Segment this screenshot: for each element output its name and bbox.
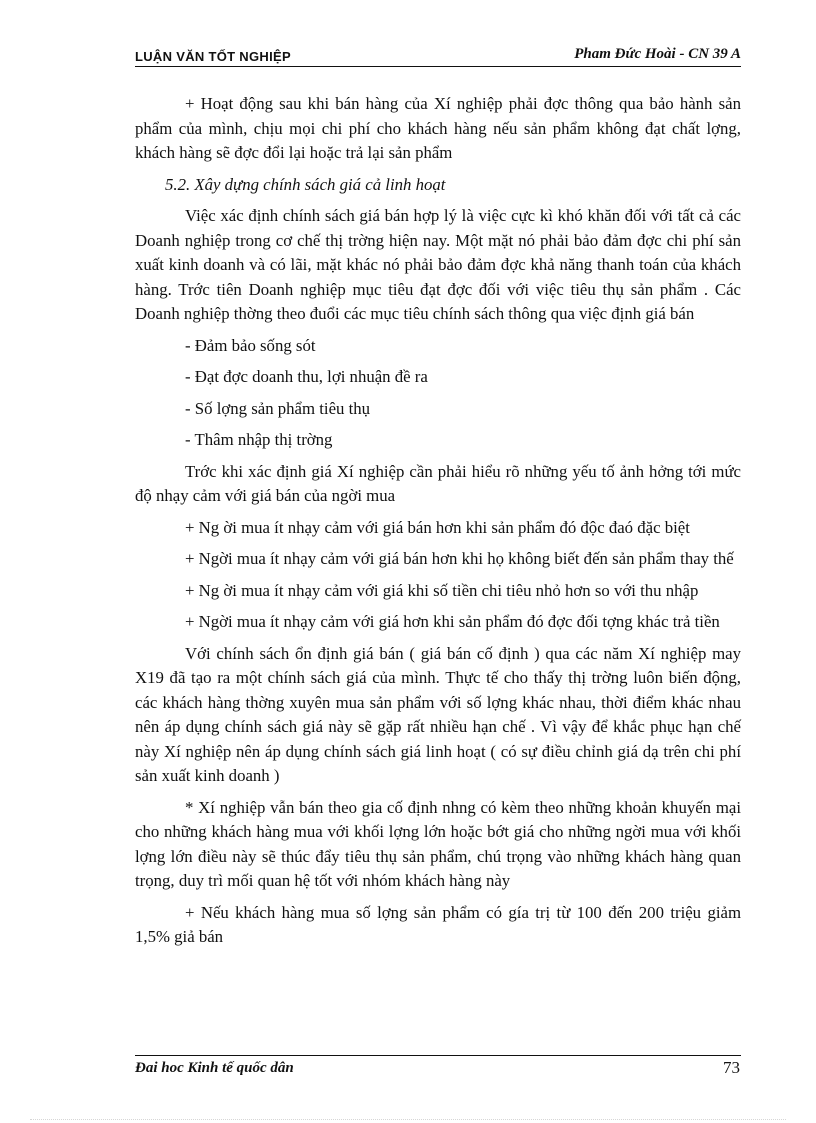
paragraph-discount-tier: + Nếu khách hàng mua số lợng sản phẩm có gía trị từ 100 đến 200 triệu giảm 1,5% giả bán <box>135 902 741 946</box>
university-label: Đai hoc Kinh tế quốc dân <box>135 1060 294 1076</box>
list-item: + Ng ời mua ít nhạy cảm với giá bán hơn khi sản phẩm đó độc đaó đặc biệt <box>185 517 690 537</box>
thesis-label: LUẬN VĂN TỐT NGHIỆP <box>135 49 291 64</box>
list-item: + Ngời mua ít nhạy cảm với giá bán hơn khi họ không biết đến sản phẩm thay thế <box>185 549 734 568</box>
page-header <box>135 46 741 66</box>
page-edge-divider <box>30 1119 786 1120</box>
author-label: Pham Đức Hoài - CN 39 A <box>574 46 741 62</box>
footer-divider <box>135 1055 741 1056</box>
section-heading: 5.2. Xây dựng chính sách giá cả linh hoạt <box>165 174 446 194</box>
list-item: - Đạt đợc doanh thu, lợi nhuận đề ra <box>185 367 428 386</box>
paragraph-after-sales: + Hoạt động sau khi bán hàng của Xí nghiệp phải đợc thông qua bảo hành sản phẩm của mình, chịu mọi chi phí cho khách hàng nếu sản phẩm không đạt chất lợng, khách hàng sẽ đợc đổi lại hoặc trả lại sản phẩm <box>135 94 741 162</box>
paragraph-sensitivity-factors: Trớc khi xác định giá Xí nghiệp cần phải hiểu rõ những yếu tố ảnh hởng tới mức độ nhạy cảm với giá bán của ngời mua <box>135 461 741 505</box>
page-number: 73 <box>723 1058 740 1077</box>
paragraph-promotions: * Xí nghiệp vẫn bán theo gia cố định nhng có kèm theo những khoản khuyến mại cho những khách hàng mua với khối lợng lớn hoặc bớt giá cho những ngời mua với khối lợng lớn điều này sẽ thúc đẩy tiêu thụ sản phẩm, chú trọng vào những khách hàng quan trọng, duy trì mối quan hệ tốt với nhóm khách hàng này <box>135 797 741 890</box>
header-divider <box>135 66 741 67</box>
list-item: - Đảm bảo sống sót <box>185 335 316 355</box>
paragraph-pricing-policy: Việc xác định chính sách giá bán hợp lý là việc cực kì khó khăn đối với tất cả các Doanh nghiệp trong cơ chế thị trờng hiện nay. Một mặt nó phải bảo đảm đợc chi phí sản xuất kinh doanh và có lãi, mặt khác nó phải bảo đảm đợc khả năng thanh toán của khách hàng. Trớc tiên Doanh nghiệp mục tiêu đạt đợc đối với việc tiêu thụ sản phẩm . Các Doanh nghiệp thờng theo đuổi các mục tiêu chính sách thông qua việc định giá bán <box>135 206 741 323</box>
paragraph-stable-pricing: Với chính sách ổn định giá bán ( giá bán cố định ) qua các năm Xí nghiệp may X19 đã tạo ra một chính sách giá của mình. Thực tế cho thấy thị trờng luôn biến động, các khách hàng thờng xuyên mua sản phẩm với số lợng khác nhau, thời điểm khác nhau nên áp dụng chính sách giá này sẽ gặp rất nhiều hạn chế . Vì vậy để khắc phục hạn chế này Xí nghiệp nên áp dụng chính sách giá linh hoạt ( có sự điều chỉnh giá dạ trên chi phí sản xuất kinh doanh ) <box>135 643 741 785</box>
list-item: - Số lợng sản phẩm tiêu thụ <box>185 398 371 418</box>
document-body <box>135 92 741 957</box>
list-item: - Thâm nhập thị trờng <box>185 430 333 449</box>
list-item: + Ng ời mua ít nhạy cảm với giá khi số tiền chi tiêu nhỏ hơn so với thu nhập <box>185 580 699 600</box>
list-item: + Ngời mua ít nhạy cảm với giá hơn khi sản phẩm đó đợc đối tợng khác trả tiền <box>185 612 720 631</box>
